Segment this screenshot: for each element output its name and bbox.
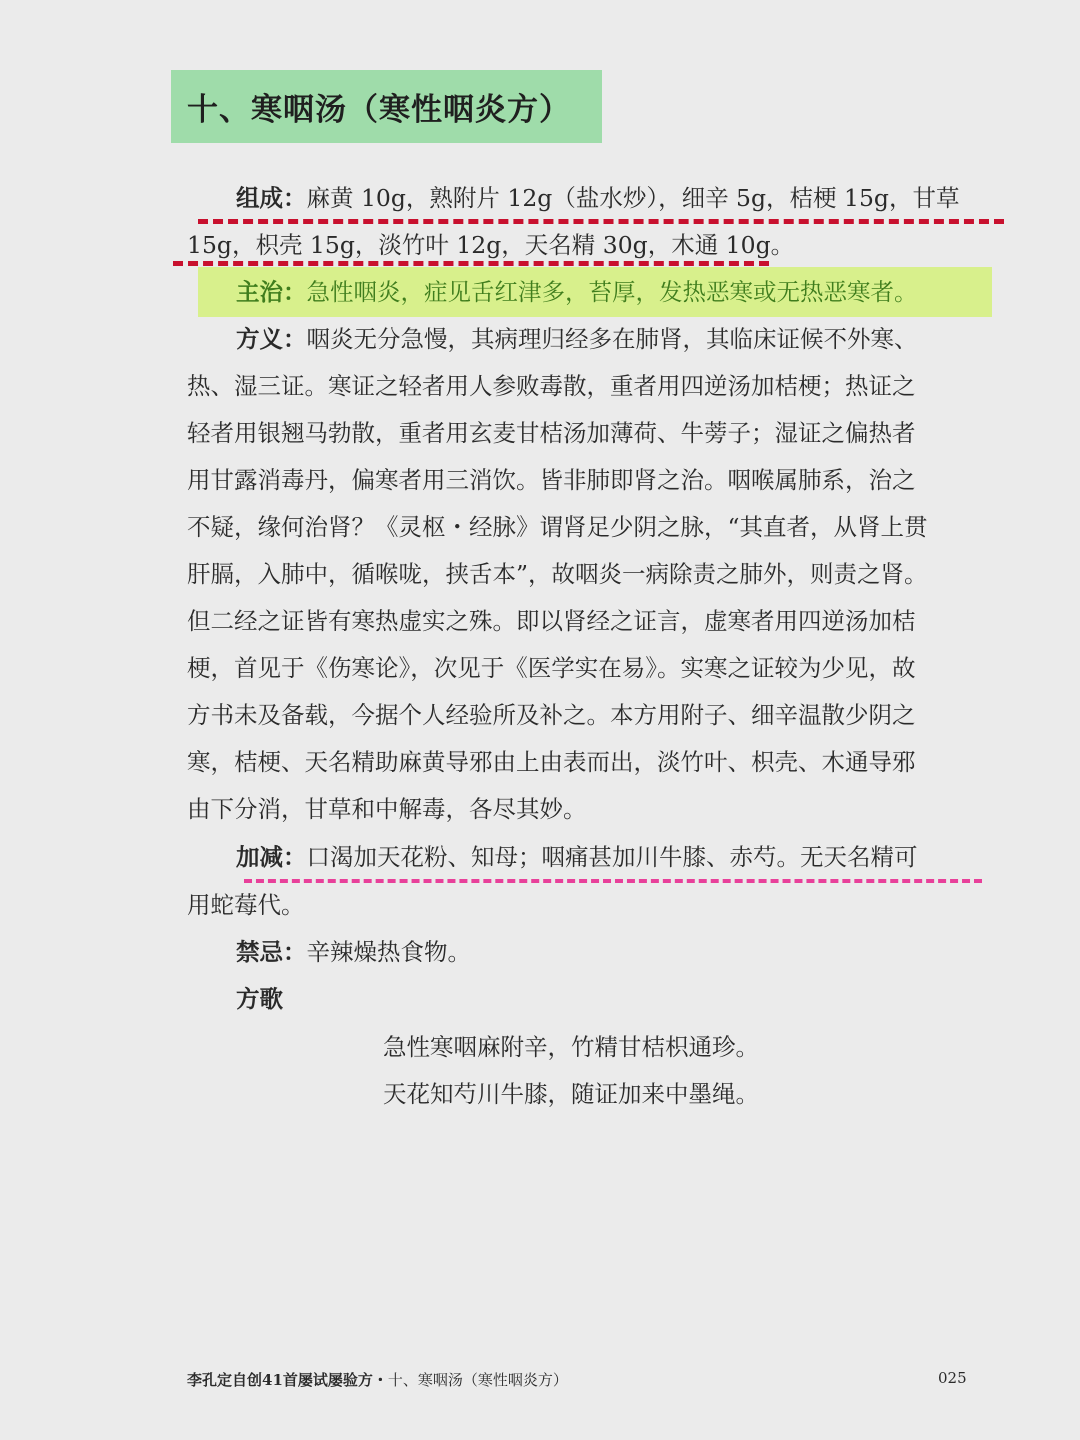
rationale-line: 轻者用银翘马勃散，重者用玄麦甘桔汤加薄荷、牛蒡子；湿证之偏热者 [187, 419, 916, 447]
contraindication-label: 禁忌： [236, 938, 307, 966]
song-line: 急性寒咽麻附辛，竹精甘桔枳通珍。 [383, 1033, 759, 1061]
rationale-line-0 [236, 325, 918, 353]
song-line: 天花知芍川牛膝，随证加来中墨绳。 [383, 1080, 759, 1108]
rationale-line: 热、湿三证。寒证之轻者用人参败毒散，重者用四逆汤加桔梗；热证之 [187, 372, 916, 400]
rationale-line: 不疑，缘何治肾？《灵枢・经脉》谓肾足少阴之脉，“其直者，从肾上贯 [187, 513, 928, 541]
contraindication-text: 辛辣燥热食物。 [306, 938, 471, 966]
composition-text-2: 15g，枳壳 15g，淡竹叶 12g，天名精 30g，木通 10g。 [187, 231, 795, 259]
section-title [171, 70, 602, 143]
modification-text-1: 口渴加天花粉、知母；咽痛甚加川牛膝、赤芍。无天名精可 [306, 843, 918, 871]
rationale-label: 方义： [236, 325, 307, 353]
footer-running-head [187, 1369, 568, 1390]
composition-line-1 [236, 184, 960, 212]
modification-text-2: 用蛇莓代。 [187, 891, 305, 919]
composition-text-1: 麻黄 10g，熟附片 12g（盐水炒），细辛 5g，桔梗 15g，甘草 [306, 184, 960, 212]
footer-book-title: 李孔定自创41首屡试屡验方・ [187, 1371, 388, 1389]
contraindication-line [236, 938, 471, 966]
rationale-line: 寒，桔梗、天名精助麻黄导邪由上由表而出，淡竹叶、枳壳、木通导邪 [187, 748, 916, 776]
rationale-line: 但二经之证皆有寒热虚实之殊。即以肾经之证言，虚寒者用四逆汤加桔 [187, 607, 916, 635]
rationale-first-line: 咽炎无分急慢，其病理归经多在肺肾，其临床证候不外寒、 [306, 325, 918, 353]
composition-label: 组成： [236, 184, 307, 212]
indication-text: 急性咽炎，症见舌红津多，苔厚，发热恶寒或无热恶寒者。 [306, 278, 918, 306]
modification-line-2 [187, 891, 305, 919]
modification-line-1 [236, 843, 918, 871]
red-dashed-underline-2 [173, 261, 769, 266]
section-title-text: 十、寒咽汤（寒性咽炎方） [187, 92, 571, 128]
modification-label: 加减： [236, 843, 307, 871]
composition-line-2 [187, 231, 795, 259]
pink-dashed-underline [244, 879, 982, 883]
rationale-line: 肝膈，入肺中，循喉咙，挟舌本”，故咽炎一病除责之肺外，则责之肾。 [187, 560, 928, 588]
red-dashed-underline-1 [198, 219, 1004, 224]
rationale-line: 由下分消，甘草和中解毒，各尽其妙。 [187, 795, 587, 823]
song-label: 方歌 [236, 985, 283, 1013]
indication-line [236, 278, 918, 306]
rationale-line: 梗，首见于《伤寒论》，次见于《医学实在易》。实寒之证较为少见，故 [187, 654, 916, 682]
footer-chapter-title: 十、寒咽汤（寒性咽炎方） [387, 1371, 568, 1389]
rationale-line: 用甘露消毒丹，偏寒者用三消饮。皆非肺即肾之治。咽喉属肺系，治之 [187, 466, 916, 494]
indication-label: 主治： [236, 278, 307, 306]
page-number: 025 [938, 1369, 967, 1387]
rationale-line: 方书未及备载，今据个人经验所及补之。本方用附子、细辛温散少阴之 [187, 701, 916, 729]
